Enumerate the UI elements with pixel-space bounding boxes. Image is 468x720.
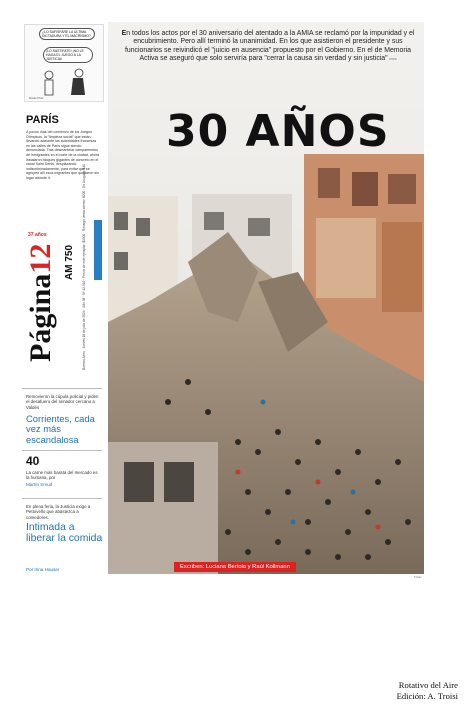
story-2-author: Martín Smud xyxy=(26,482,53,487)
main-headline: 30 AÑOS xyxy=(166,106,390,157)
story-1-headline: Corrientes, cada vez más escandalosa xyxy=(26,413,95,445)
story-1-text: Removieron la cúpula policial y piden el desafuero del senador cercano a Valdés xyxy=(26,394,99,410)
story-3-headline: Intimada a liberar la comida xyxy=(26,522,103,545)
page-reference: P/2/3 xyxy=(389,56,397,61)
paris-text: A pocos días del comienzo de los Juegos Olímpicos, la "limpieza social" que están llevando adelante las autoridades francesas en las calles de París sigue siendo denunciada. Tras desmantelar campamentos de inmigrantes en el norte de la ciudad, ahora instalaron bloques gigantes de concreto en el canal Saint Denis, desplazando indiscriminadamente, para evitar que se agrupen allí esos migrantes que quedaron sin lugar adonde ir. xyxy=(26,130,100,180)
footer-line-2: Edición: A. Troisi xyxy=(396,691,458,701)
main-photo xyxy=(108,22,424,579)
editorial-cartoon xyxy=(24,24,104,102)
masthead-years: 37 años xyxy=(28,232,47,238)
cartoon-bubble-2: ¡LO SASTIFATE! ¡NO LE HAGA EL JUEGO A LA JUSTICIA! xyxy=(43,47,93,63)
am750-badge: AM 750 xyxy=(64,244,75,280)
story-2-text: La carne más barata del mercado es la humana, por xyxy=(26,470,98,481)
paris-title: PARÍS xyxy=(26,114,59,126)
cartoon-figures xyxy=(25,25,103,101)
left-sidebar xyxy=(18,22,104,580)
masthead xyxy=(22,164,102,382)
divider xyxy=(22,498,102,499)
writers-credit-bar: Escriben: Luciana Bertoia y Raúl Kollmann xyxy=(174,562,296,572)
blue-badge xyxy=(94,220,102,280)
story-3-author: Por Irina Hauser xyxy=(26,567,60,572)
divider xyxy=(22,450,102,451)
cartoon-bubble-1: ¿LO SAFISFARE LA ÚLTIMA DICTADURA Y EL MACRISMO? xyxy=(39,28,95,40)
footer-credit xyxy=(397,680,458,702)
footer-line-1: Rotativo del Aire xyxy=(398,680,458,690)
newspaper-front-page xyxy=(18,22,424,580)
divider xyxy=(22,388,102,389)
masthead-logo: Página12 xyxy=(24,243,57,362)
edition-info: Buenos Aires · Jueves 18 de julio de 2024 · Año 38 · Nº 12.510 · Precio de este ejemplar: $1500 · Recargo venta interior: $200 · En Uruguay: $40 xyxy=(82,164,86,370)
lede-paragraph: En todos los actos por el 30 aniversario del atentado a la AMIA se reclamó por la impunidad y el encubrimiento. Pero allí terminó la unanimidad. En los que asistieron el presidente y sus funcionarios se reivindicó el "juicio en ausencia" propuesto por el Gobierno. En el de Memoria Activa se aseguró que solo serviría para "cerrar la causa sin verdad y sin justicia" P/2/3 xyxy=(121,30,415,62)
story-3-text: En plena feria, la Justicia exige a Pettovello que abastezca a comedores. xyxy=(26,504,91,520)
story-2-number: 40 xyxy=(26,454,40,468)
amia-rubble-photo xyxy=(108,22,424,574)
cartoon-credit: Daniel Paz xyxy=(29,96,44,100)
photo-credit: Télam xyxy=(413,575,422,579)
